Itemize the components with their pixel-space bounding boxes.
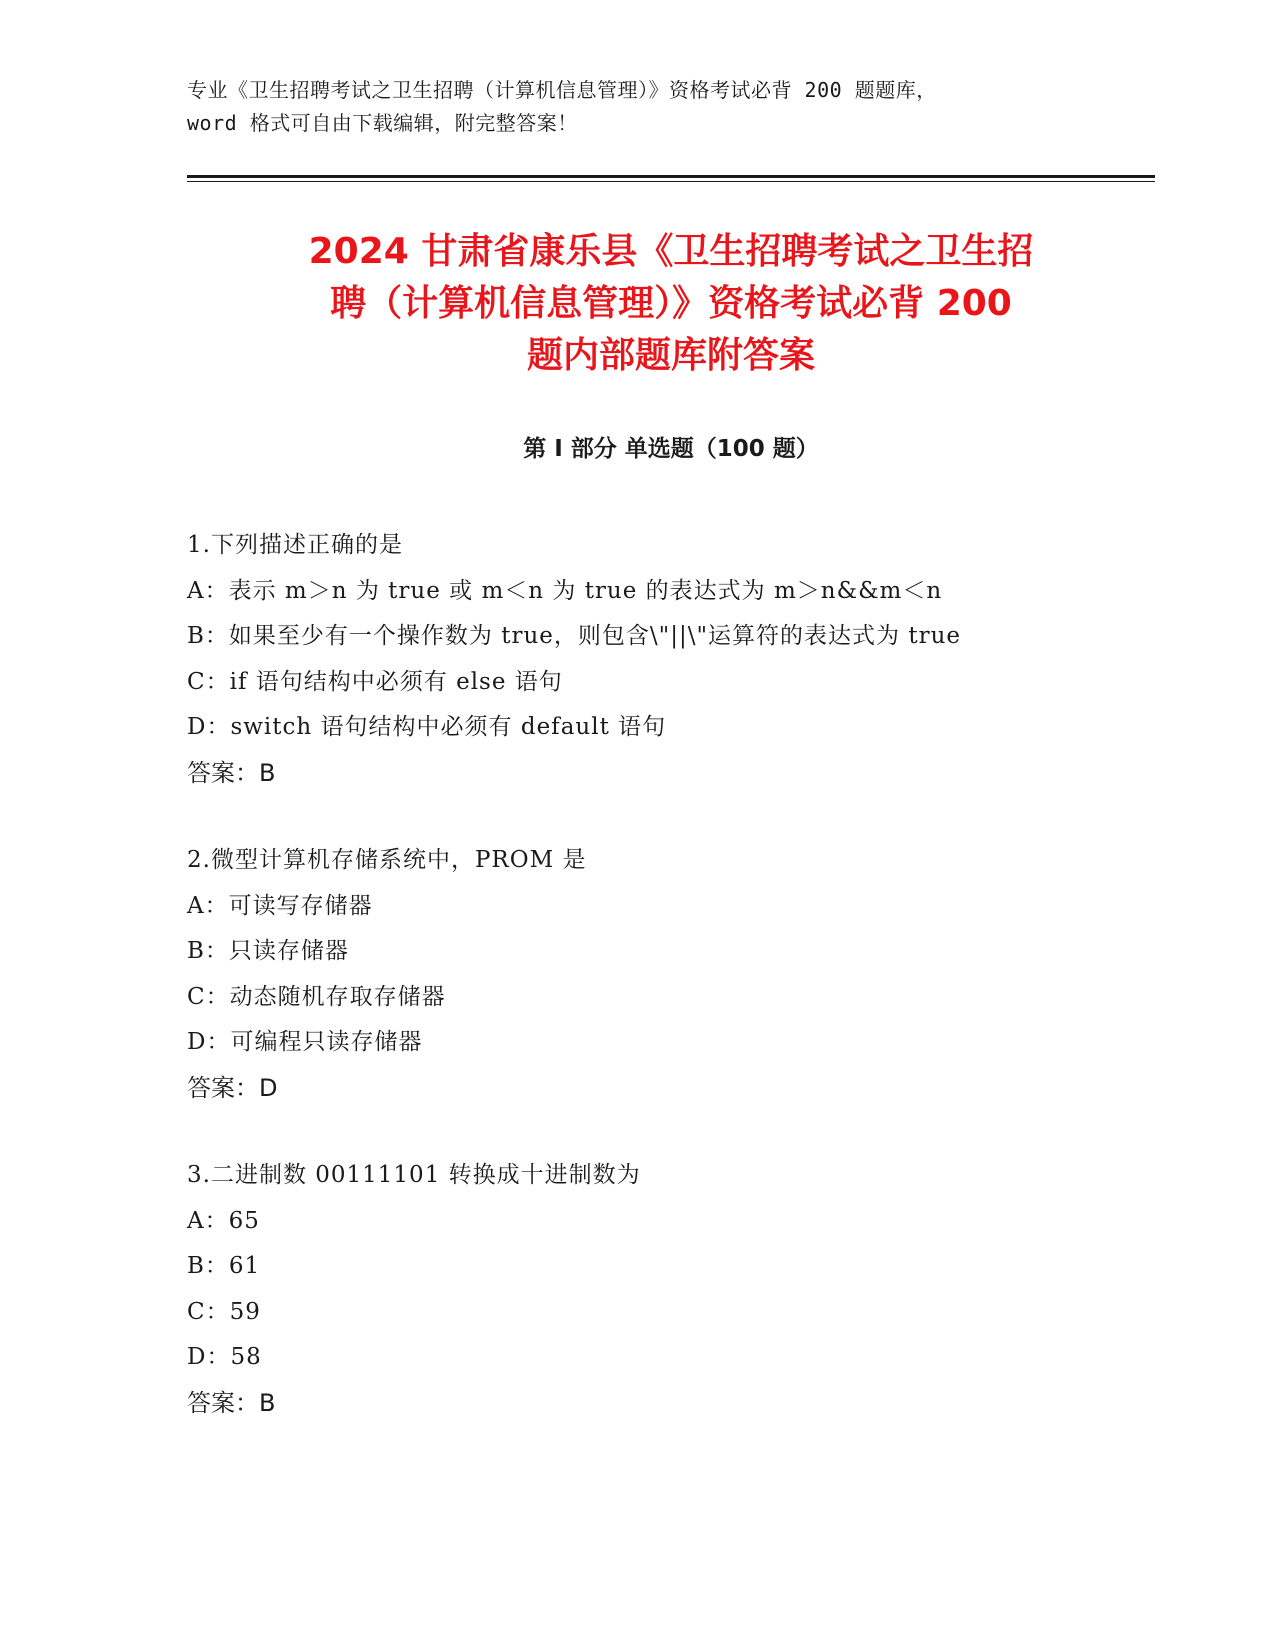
document-title [187,226,1155,382]
question-list [187,523,1087,1468]
option-c: C：59 [187,1298,261,1325]
header-divider-thin [187,181,1155,182]
option-c: C：if 语句结构中必须有 else 语句 [187,668,563,695]
document-title-line-1: 2024 甘肃省康乐县《卫生招聘考试之卫生招 [308,231,1034,272]
question-stem: 3.二进制数 00111101 转换成十进制数为 [187,1162,641,1188]
question-stem: 2.微型计算机存储系统中，PROM 是 [187,847,587,873]
question-1 [187,523,1087,796]
question-3 [187,1153,1087,1426]
header-note [187,74,1087,140]
header-note-line-1: 专业《卫生招聘考试之卫生招聘（计算机信息管理）》资格考试必背 200 题题库， [187,78,937,102]
document-title-line-3: 题内部题库附答案 [526,335,815,376]
question-stem: 1.下列描述正确的是 [187,532,403,558]
document-title-line-2: 聘（计算机信息管理）》资格考试必背 200 [330,283,1012,324]
answer-key: 答案：B [187,1388,276,1417]
section-title: 第 I 部分 单选题（100 题） [523,436,819,462]
answer-key: 答案：B [187,758,276,787]
header-note-line-2: word 格式可自由下载编辑，附完整答案！ [187,111,578,135]
question-2 [187,838,1087,1111]
option-a: A：表示 m＞n 为 true 或 m＜n 为 true 的表达式为 m＞n&&m＜n [187,577,943,604]
option-b: B：只读存储器 [187,938,349,964]
option-b: B：如果至少有一个操作数为 true，则包含\"||\"运算符的表达式为 true [187,623,962,649]
header-divider-thick [187,175,1155,178]
option-a: A：可读写存储器 [187,892,373,919]
option-d: D：可编程只读存储器 [187,1029,423,1055]
option-d: D：switch 语句结构中必须有 default 语句 [187,714,667,740]
option-a: A：65 [187,1207,260,1234]
option-d: D：58 [187,1344,262,1370]
option-c: C：动态随机存取存储器 [187,983,446,1010]
answer-key: 答案：D [187,1073,278,1102]
option-b: B：61 [187,1253,261,1279]
